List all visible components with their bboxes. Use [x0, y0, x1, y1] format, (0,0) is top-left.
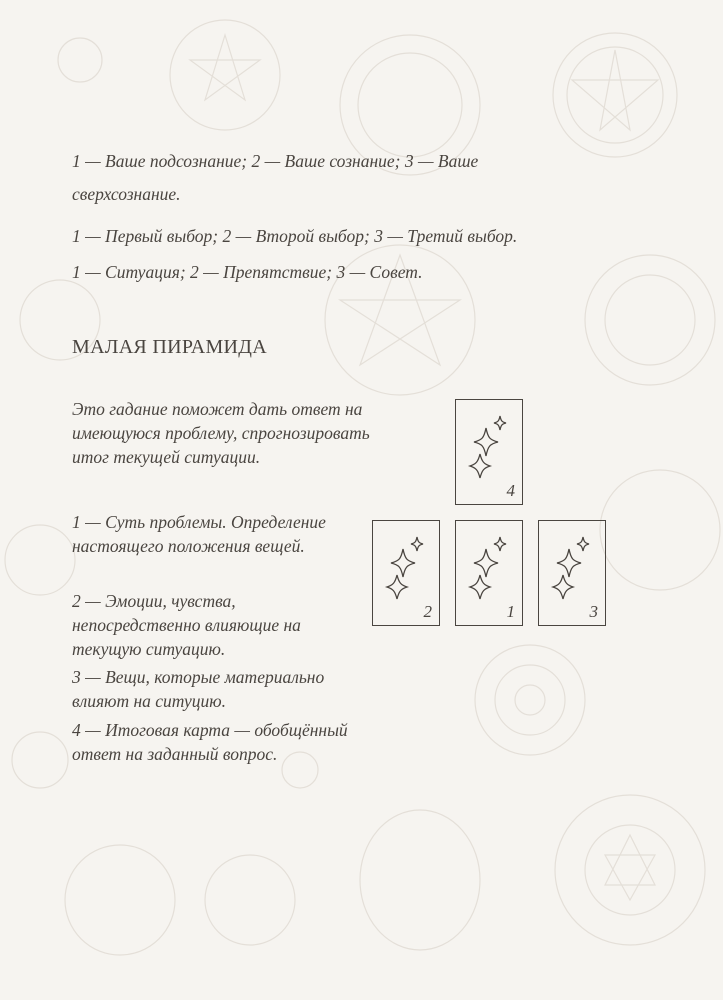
meaning-item-number: 4 —	[72, 720, 101, 740]
tarot-card-1	[455, 520, 523, 626]
meaning-item-number: 2 —	[72, 591, 101, 611]
meaning-item-text: Суть проблемы. Определение настоящего положения вещей.	[72, 512, 326, 556]
meaning-item-4	[72, 718, 362, 766]
meaning-item-3	[72, 665, 362, 713]
sparkle-icon	[381, 531, 433, 605]
spread-line-4: 1 — Ситуация; 2 — Препятствие; 3 — Совет.	[72, 262, 423, 282]
section-title: МАЛАЯ ПИРАМИДА	[72, 336, 267, 358]
section-intro: Это гадание поможет дать ответ на имеющуюся проблему, спрогнозировать итог текущей ситуации.	[72, 399, 370, 467]
tarot-card-3	[538, 520, 606, 626]
card-position-label: 4	[506, 481, 515, 500]
meaning-item-2	[72, 589, 357, 661]
spread-line-1: 1 — Ваше подсознание; 2 — Ваше сознание; 3 — Ваше	[72, 151, 479, 171]
sparkle-icon	[464, 531, 516, 605]
card-position-label: 3	[589, 602, 598, 621]
sparkle-icon	[464, 410, 516, 484]
card-position-label: 2	[423, 602, 432, 621]
meaning-item-1	[72, 510, 362, 558]
sparkle-icon	[547, 531, 599, 605]
meaning-item-number: 3 —	[72, 667, 101, 687]
card-position-label: 1	[506, 602, 515, 621]
tarot-card-2	[372, 520, 440, 626]
meaning-item-text: Итоговая карта — обобщённый ответ на заданный вопрос.	[72, 720, 348, 764]
spread-line-3: 1 — Первый выбор; 2 — Второй выбор; 3 — Третий выбор.	[72, 226, 518, 246]
meaning-item-number: 1 —	[72, 512, 101, 532]
tarot-card-4	[455, 399, 523, 505]
meaning-item-text: Эмоции, чувства, непосредственно влияющие на текущую ситуацию.	[72, 591, 301, 659]
meaning-item-text: Вещи, которые материально влияют на ситуцию.	[72, 667, 325, 711]
spread-line-2: сверхсознание.	[72, 184, 181, 204]
